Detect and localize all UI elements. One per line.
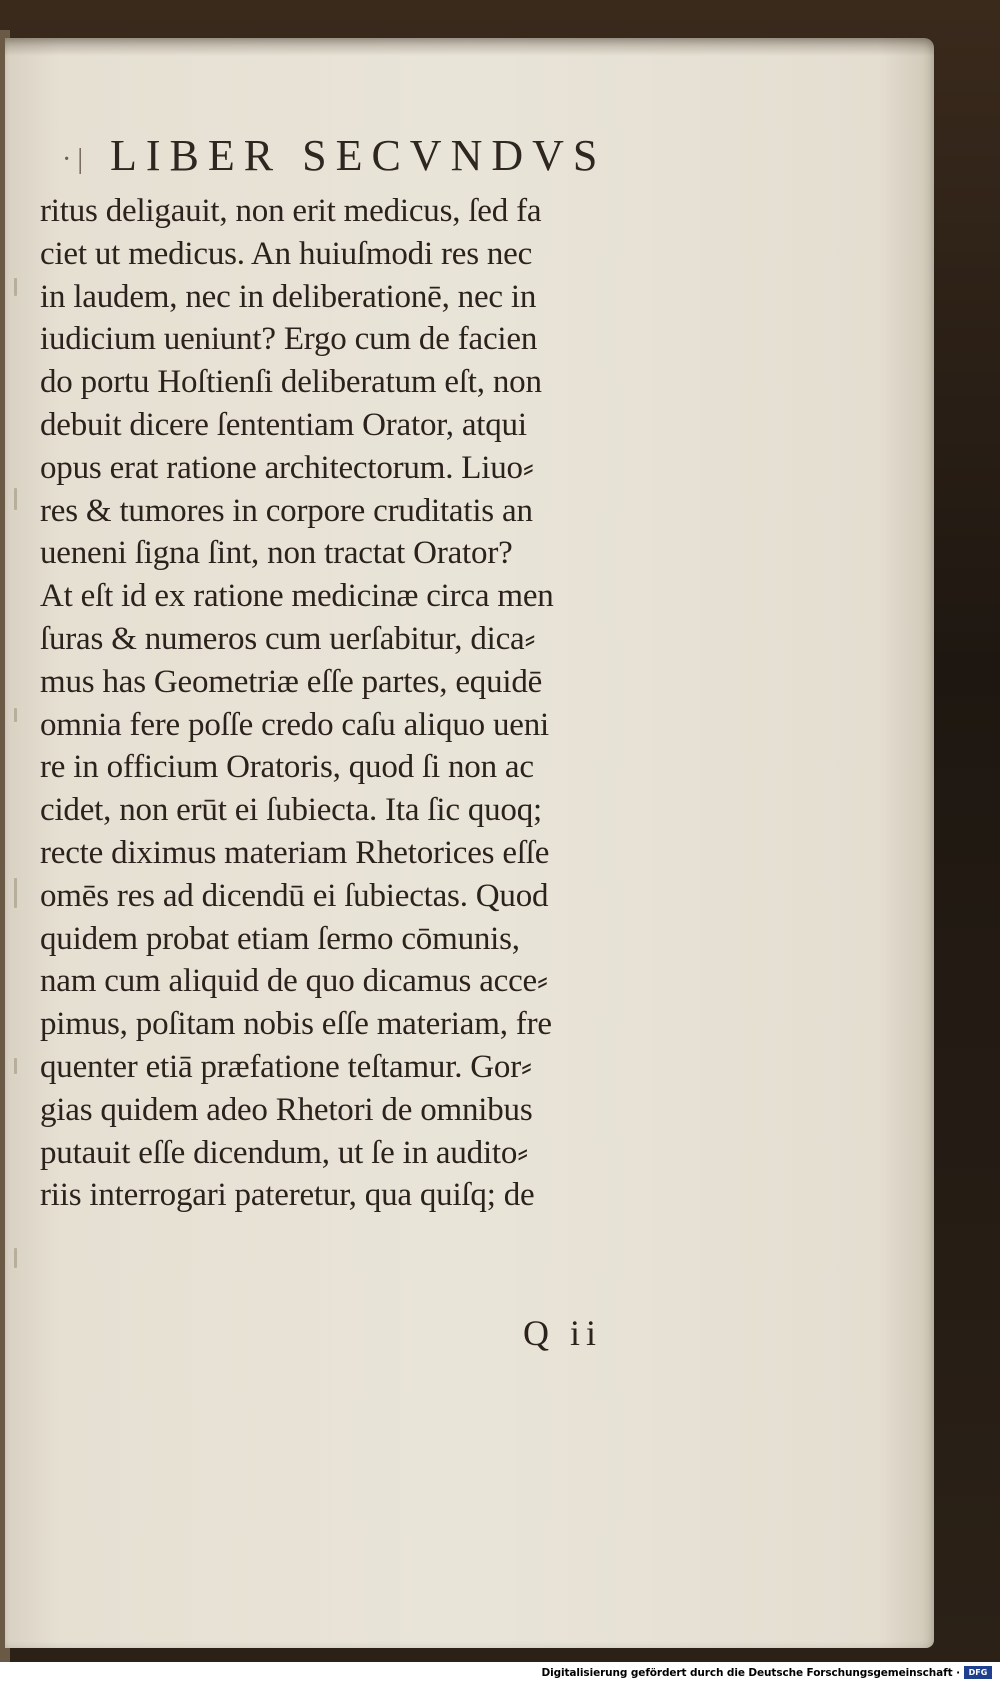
text-line: cidet, non erūt ei ſubiecta. Ita ſic quoq; [40, 792, 543, 829]
signature-mark: Q ii [523, 1313, 603, 1353]
running-head [50, 130, 660, 190]
text-line: recte diximus materiam Rhetorices eſſe [40, 834, 550, 871]
text-line: putauit eſſe dicendum, ut ſe in audito⸗ [40, 1134, 528, 1171]
text-line: gias quidem adeo Rhetori de omnibus [40, 1091, 533, 1128]
text-line: omēs res ad dicendū ei ſubiectas. Quod [40, 877, 549, 914]
text-line: At eſt id ex ratione medicinæ circa men [40, 578, 554, 615]
footer-bar [0, 1662, 1000, 1684]
text-line: in laudem, nec in deliberationē, nec in [40, 278, 537, 315]
text-line: ueneni ſigna ſint, non tractat Orator? [40, 535, 513, 572]
text-line: omnia fere poſſe credo caſu aliquo ueni [40, 706, 549, 743]
text-line: debuit dicere ſententiam Orator, atqui [40, 406, 527, 443]
text-line: ciet ut medicus. An huiuſmodi res nec [40, 235, 533, 272]
running-head-mark: ·| [62, 144, 89, 175]
funding-credit: Digitalisierung gefördert durch die Deutsche Forschungsgemeinschaft · [541, 1667, 960, 1679]
text-line: pimus, poſitam nobis eſſe materiam, fre [40, 1006, 552, 1043]
text-line: re in officium Oratoris, quod ſi non ac [40, 749, 534, 786]
text-line: quenter etiā præfatione teſtamur. Gor⸗ [40, 1048, 532, 1085]
text-line: riis interrogari pateretur, qua quiſq; de [40, 1177, 535, 1214]
text-line: do portu Hoſtienſi deliberatum eſt, non [40, 364, 542, 401]
page-shadow [5, 38, 934, 56]
margin-wear-marks [10, 238, 24, 1338]
text-line: iudicium ueniunt? Ergo cum de facien [40, 321, 538, 358]
text-line: opus erat ratione architectorum. Liuo⸗ [40, 449, 534, 486]
running-head-title: LIBER SECVNDVS [110, 131, 607, 180]
dfg-logo: DFG [964, 1666, 992, 1679]
text-line: nam cum aliquid de quo dicamus acce⸗ [40, 963, 548, 1000]
text-line: ſuras & numeros cum uerſabitur, dica⸗ [40, 620, 536, 657]
text-line: ritus deligauit, non erit medicus, ſed fa [40, 193, 542, 229]
body-text [40, 190, 685, 1217]
text-line: quidem probat etiam ſermo cōmunis, [40, 920, 520, 957]
text-line: mus has Geometriæ eſſe partes, equidē [40, 663, 543, 700]
text-line: res & tumores in corpore cruditatis an [40, 492, 533, 529]
